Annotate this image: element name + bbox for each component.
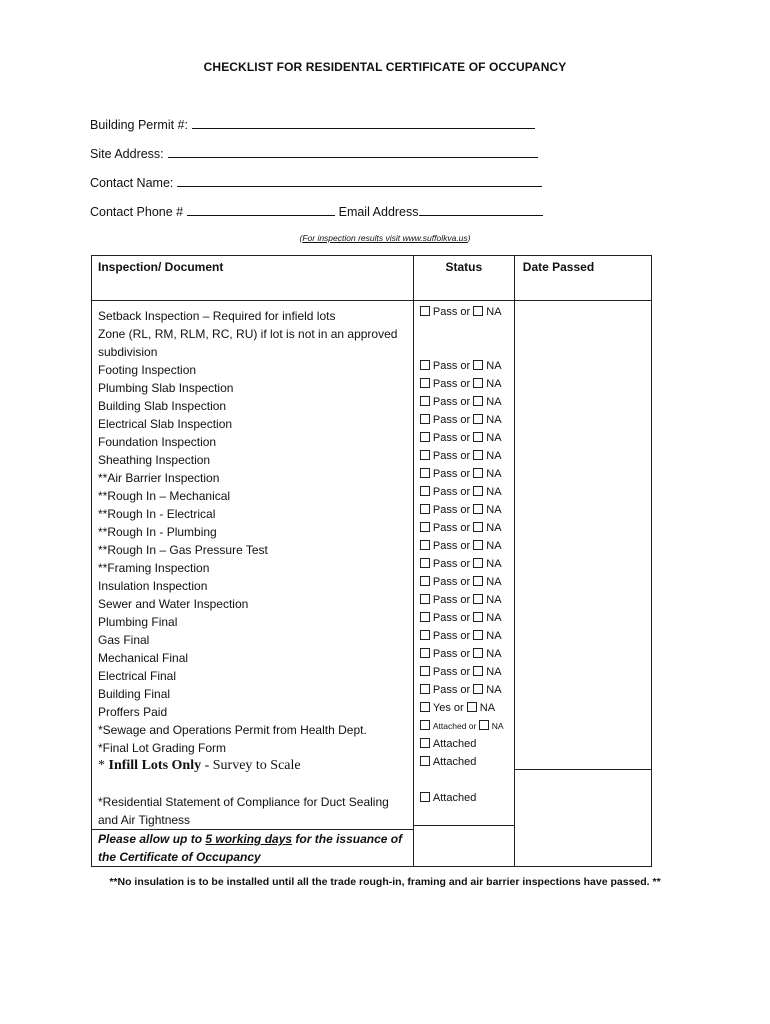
status-label: Pass or: [432, 432, 471, 444]
setback-status: [414, 303, 514, 357]
setback-status-label: Pass or: [432, 306, 471, 318]
na-label: NA: [486, 612, 502, 624]
site-address-label: Site Address:: [90, 147, 164, 161]
item-status: [414, 501, 514, 519]
status-checkbox[interactable]: [420, 486, 430, 496]
list-item: **Rough In – Mechanical: [98, 489, 231, 503]
status-checkbox[interactable]: [420, 540, 430, 550]
list-item: Sewer and Water Inspection: [98, 597, 249, 611]
list-item: *Final Lot Grading Form: [98, 741, 227, 755]
na-label: NA: [486, 594, 502, 606]
item-statuses: [414, 357, 514, 753]
item-status: [414, 573, 514, 591]
item-status: [414, 735, 514, 753]
status-checkbox[interactable]: [420, 558, 430, 568]
status-checkbox[interactable]: [420, 630, 430, 640]
list-item: Building Slab Inspection: [98, 399, 227, 413]
na-label: NA: [486, 468, 502, 480]
status-checkbox[interactable]: [420, 522, 430, 532]
allow-underlined: 5 working days: [205, 832, 293, 846]
allow-part2: for the issuance of: [292, 832, 403, 846]
status-label: Pass or: [432, 558, 471, 570]
list-item: **Rough In - Electrical: [98, 507, 216, 521]
list-item: Building Final: [98, 687, 171, 701]
item-labels: [98, 361, 407, 757]
status-label: Attached or: [432, 721, 477, 731]
header-status: Status: [413, 256, 514, 301]
inspection-results-link[interactable]: For inspection results visit www.suffolkva.us: [302, 233, 468, 243]
na-checkbox[interactable]: [479, 720, 489, 730]
compliance-status: [414, 789, 514, 825]
status-label: Pass or: [432, 540, 471, 552]
status-label: Pass or: [432, 612, 471, 624]
allow-part1: Please allow up to: [98, 832, 206, 846]
item-status: [414, 627, 514, 645]
infill-status: [414, 753, 514, 789]
setback-item: [98, 307, 407, 361]
na-checkbox[interactable]: [467, 702, 477, 712]
status-label: Pass or: [432, 594, 471, 606]
infill-star: *: [98, 758, 105, 773]
na-checkbox[interactable]: [473, 522, 483, 532]
na-checkbox[interactable]: [473, 306, 483, 316]
list-item: **Air Barrier Inspection: [98, 471, 220, 485]
na-checkbox[interactable]: [473, 576, 483, 586]
contact-name-label: Contact Name:: [90, 176, 174, 190]
na-checkbox[interactable]: [473, 360, 483, 370]
list-item: Gas Final: [98, 633, 150, 647]
na-checkbox[interactable]: [473, 432, 483, 442]
status-label: Pass or: [432, 414, 471, 426]
item-status: [414, 483, 514, 501]
item-status: [414, 411, 514, 429]
inspection-table: [91, 255, 652, 867]
status-label: Pass or: [432, 360, 471, 372]
status-label: Attached: [432, 738, 477, 750]
status-column: [413, 301, 514, 867]
contact-name-line[interactable]: [177, 176, 542, 187]
list-item: **Rough In – Gas Pressure Test: [98, 543, 268, 557]
note-open: (: [299, 233, 303, 243]
site-address-field: [90, 147, 538, 161]
status-label: Pass or: [432, 684, 471, 696]
item-status: [414, 555, 514, 573]
list-item: **Rough In - Plumbing: [98, 525, 217, 539]
infill-bold: Infill Lots Only: [108, 758, 202, 773]
page-title: CHECKLIST FOR RESIDENTAL CERTIFICATE OF OCCUPANCY: [203, 60, 567, 74]
list-item: Proffers Paid: [98, 705, 168, 719]
date-passed-column: [514, 301, 651, 867]
na-checkbox[interactable]: [473, 630, 483, 640]
item-status: [414, 375, 514, 393]
status-label: Pass or: [432, 450, 471, 462]
status-label: Pass or: [432, 486, 471, 498]
item-status: [414, 591, 514, 609]
na-label: NA: [486, 432, 502, 444]
status-checkbox[interactable]: [420, 720, 430, 730]
na-checkbox[interactable]: [473, 468, 483, 478]
na-checkbox[interactable]: [473, 594, 483, 604]
site-address-line[interactable]: [168, 147, 538, 158]
na-label: NA: [491, 721, 504, 731]
email-address-line[interactable]: [419, 205, 543, 216]
status-label: Pass or: [432, 468, 471, 480]
list-item: Foundation Inspection: [98, 435, 217, 449]
na-checkbox[interactable]: [473, 684, 483, 694]
table-header-row: [92, 256, 652, 301]
allow-date-cell: [515, 769, 651, 806]
na-label: NA: [486, 396, 502, 408]
status-checkbox[interactable]: [420, 450, 430, 460]
item-status: [414, 429, 514, 447]
na-checkbox[interactable]: [473, 450, 483, 460]
building-permit-line[interactable]: [192, 118, 535, 129]
na-checkbox[interactable]: [473, 414, 483, 424]
status-checkbox[interactable]: [420, 468, 430, 478]
na-label: NA: [486, 576, 502, 588]
status-label: Yes or: [432, 702, 464, 714]
status-label: Pass or: [432, 666, 471, 678]
item-status: [414, 663, 514, 681]
na-checkbox[interactable]: [473, 612, 483, 622]
na-label: NA: [479, 702, 496, 714]
compliance-line-1: *Residential Statement of Compliance for Duct Sealing: [98, 795, 389, 809]
allow-status-cell: [414, 825, 514, 862]
na-checkbox[interactable]: [473, 648, 483, 658]
list-item: Electrical Slab Inspection: [98, 417, 233, 431]
list-item: **Framing Inspection: [98, 561, 210, 575]
table-body-row: [92, 301, 652, 867]
contact-phone-label: Contact Phone #: [90, 205, 184, 219]
status-checkbox[interactable]: [420, 396, 430, 406]
na-label: NA: [486, 504, 502, 516]
status-checkbox[interactable]: [420, 576, 430, 586]
list-item: Plumbing Final: [98, 615, 178, 629]
building-permit-label: Building Permit #:: [90, 118, 188, 132]
setback-line-2: Zone (RL, RM, RLM, RC, RU) if lot is not in an approved: [98, 327, 398, 341]
item-status: [414, 447, 514, 465]
na-checkbox[interactable]: [473, 396, 483, 406]
infill-rest: - Survey to Scale: [201, 758, 301, 773]
status-label: Pass or: [432, 504, 471, 516]
setback-na-label: NA: [486, 306, 502, 318]
na-label: NA: [486, 684, 502, 696]
status-checkbox[interactable]: [420, 612, 430, 622]
date-passed-area[interactable]: [515, 301, 651, 769]
status-checkbox[interactable]: [420, 648, 430, 658]
item-status: [414, 681, 514, 699]
item-status: [414, 699, 514, 717]
na-checkbox[interactable]: [473, 378, 483, 388]
contact-phone-line[interactable]: [187, 205, 335, 216]
contact-name-field: [90, 176, 542, 190]
header-date-passed: Date Passed: [514, 256, 651, 301]
list-item: Insulation Inspection: [98, 579, 208, 593]
compliance-status-label: Attached: [432, 792, 477, 804]
status-label: Pass or: [432, 522, 471, 534]
status-checkbox[interactable]: [420, 594, 430, 604]
na-label: NA: [486, 522, 502, 534]
item-status: [414, 645, 514, 663]
list-item: *Sewage and Operations Permit from Health Dept.: [98, 723, 367, 737]
inspection-results-note: [0, 233, 770, 243]
na-checkbox[interactable]: [473, 558, 483, 568]
status-checkbox[interactable]: [420, 666, 430, 676]
status-checkbox[interactable]: [420, 504, 430, 514]
attached-checkbox[interactable]: [420, 756, 430, 766]
na-label: NA: [486, 666, 502, 678]
item-status: [414, 519, 514, 537]
infill-item: [98, 757, 407, 793]
status-label: Pass or: [432, 396, 471, 408]
note-close: ): [467, 233, 471, 243]
list-item: Plumbing Slab Inspection: [98, 381, 234, 395]
item-status: [414, 537, 514, 555]
attached-checkbox[interactable]: [420, 792, 430, 802]
list-item: Footing Inspection: [98, 363, 197, 377]
na-checkbox[interactable]: [473, 486, 483, 496]
item-status: [414, 393, 514, 411]
na-checkbox[interactable]: [473, 504, 483, 514]
allow-note: [92, 829, 413, 866]
status-checkbox[interactable]: [420, 378, 430, 388]
header-inspection: Inspection/ Document: [92, 256, 414, 301]
email-address-label: Email Address: [338, 205, 419, 219]
na-label: NA: [486, 558, 502, 570]
status-checkbox[interactable]: [420, 702, 430, 712]
footer-note: **No insulation is to be installed until all the trade rough-in, framing and air barrier inspections have passed. **: [109, 876, 661, 888]
na-label: NA: [486, 486, 502, 498]
na-label: NA: [486, 630, 502, 642]
allow-line2: the Certificate of Occupancy: [98, 850, 261, 864]
item-status: [414, 717, 514, 735]
compliance-line-2: and Air Tightness: [98, 813, 191, 827]
status-checkbox[interactable]: [420, 360, 430, 370]
building-permit-field: [90, 118, 535, 132]
list-item: Mechanical Final: [98, 651, 189, 665]
status-checkbox[interactable]: [420, 432, 430, 442]
item-status: [414, 357, 514, 375]
status-label: Pass or: [432, 630, 471, 642]
na-label: NA: [486, 540, 502, 552]
na-checkbox[interactable]: [473, 666, 483, 676]
status-label: Pass or: [432, 648, 471, 660]
contact-phone-field: [90, 205, 543, 219]
status-checkbox[interactable]: [420, 738, 430, 748]
status-checkbox[interactable]: [420, 684, 430, 694]
na-label: NA: [486, 648, 502, 660]
status-label: Pass or: [432, 576, 471, 588]
na-label: NA: [486, 450, 502, 462]
item-status: [414, 609, 514, 627]
inspection-column: [92, 301, 414, 867]
pass-checkbox[interactable]: [420, 306, 430, 316]
infill-status-label: Attached: [432, 756, 477, 768]
status-checkbox[interactable]: [420, 414, 430, 424]
na-label: NA: [486, 360, 502, 372]
na-label: NA: [486, 414, 502, 426]
setback-line-1: Setback Inspection – Required for infield lots: [98, 309, 336, 323]
na-label: NA: [486, 378, 502, 390]
item-status: [414, 465, 514, 483]
na-checkbox[interactable]: [473, 540, 483, 550]
list-item: Electrical Final: [98, 669, 177, 683]
setback-line-3: subdivision: [98, 345, 158, 359]
list-item: Sheathing Inspection: [98, 453, 211, 467]
status-label: Pass or: [432, 378, 471, 390]
